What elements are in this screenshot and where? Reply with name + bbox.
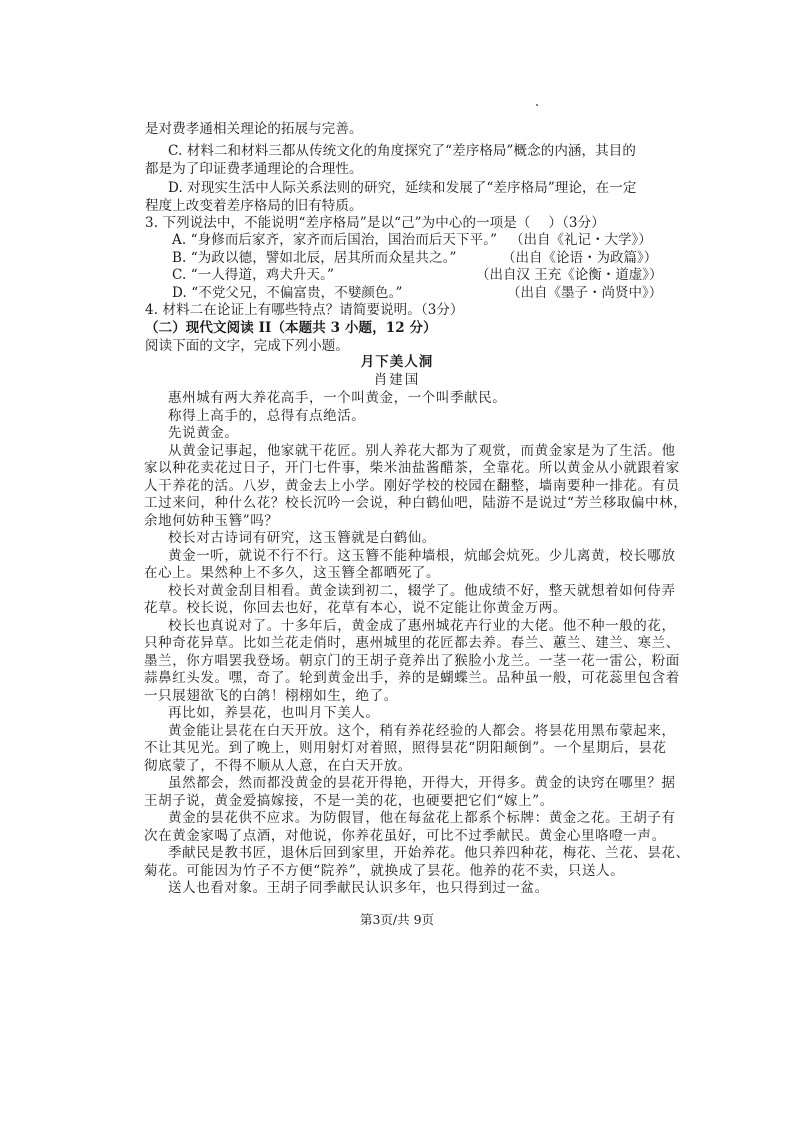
story-line: 人干养花的活。八岁，黄金去上小学。刚好学校的校园在翻整，墙南要种一排花。有员 [144,477,680,494]
page-number: 第3页/共 9页 [359,912,435,927]
question-3-option-d: D. “不党父兄，不偏富贵，不嬖颜色。” [172,285,403,301]
question-3-option-b-source: （出自《论语・为政篇》） [502,250,658,266]
paragraph-line: 是对费孝通相关理论的拓展与完善。 [145,121,363,137]
option-c-line: C. 材料二和材料三都从传统文化的角度探究了“差序格局”概念的内涵，其目的 [168,143,636,159]
question-3-option-b: B. “为政以德，譬如北辰，居其所而众星共之。” [172,250,457,266]
story-line: 花草。校长说，你回去也好，花草有本心，说不定能让你黄金万两。 [144,600,567,616]
story-line: 彻底蒙了，不得不顺从人意，在白天开放。 [144,757,412,774]
question-3-option-a: A. “身修而后家齐，家齐而后国治，国治而后天下平。” [172,232,498,248]
paragraph-line: 都是为了印证费孝通理论的合理性。 [145,161,363,177]
story-line: 黄金能让昙花在白天开放。这个，稍有养花经验的人都会。将昙花用黑布蒙起来， [168,722,676,739]
story-line: 王胡子说，黄金爱搞嫁接，不是一美的花，也硬要把它们“嫁上”。 [144,792,554,809]
paragraph-line: 程度上改变着差序格局的旧有特质。 [145,198,363,214]
story-line: 余地何妨种玉簪”吗？ [144,512,279,529]
story-line: 菊花。可能因为竹子不方便“院养”，就换成了昙花。他养的花不卖，只送人。 [144,862,625,879]
question-4-stem: 4. 材料二在论证上有哪些特点？请简要说明。（3分） [145,302,464,318]
story-title: 月下美人洞 [360,354,434,370]
section-heading: （二）现代文阅读 II（本题共 3 小题，12 分） [145,320,437,336]
section-instruction: 阅读下面的文字，完成下列小题。 [145,338,349,354]
story-line: 从黄金记事起，他家就干花匠。别人养花大都为了观赏，而黄金家是为了生活。他 [168,442,676,459]
story-line: 黄金一听，就说不行不行。这玉簪不能种墙根，炕邮会炕死。少儿离黄，校长哪放 [168,547,676,564]
story-line: 送人也看对象。王胡子同季献民认识多年，也只得到过一盆。 [168,880,549,896]
story-line: 先说黄金。 [168,425,239,441]
story-line: 墨兰，你方唱罢我登场。朝京门的王胡子竟养出了猴脸小龙兰。一茎一花一雷公，粉面 [144,652,680,669]
story-line: 工过来问，种什么花？校长沉吟一会说，种白鹤仙吧，陆游不是说过“芳兰移取偏中林， [144,495,688,511]
story-line: 校长也真说对了。十多年后，黄金成了惠州城花卉行业的大佬。他不种一般的花， [168,617,676,634]
story-line: 惠州城有两大养花高手，一个叫黄金，一个叫季献民。 [168,390,507,406]
question-3-option-c-source: （出自汉 王充《论衡・道虚》） [476,267,663,283]
scan-speck [536,104,538,106]
story-author: 肖建国 [373,372,421,388]
story-line: 只种奇花异草。比如兰花走俏时，惠州城里的花匠都去养。春兰、蕙兰、建兰、寒兰、 [144,635,680,651]
story-line: 蒜鼻红头发。嘿，奇了。轮到黄金出手，养的是蝴蝶兰。品种虽一般，可花蕊里包含着 [144,670,680,686]
question-3-option-c: C. “一人得道，鸡犬升天。” [172,267,334,283]
question-3-option-a-source: （出自《礼记・大学》） [510,232,652,248]
story-line: 黄金的昙花供不应求。为防假冒，他在每盆花上都系个标牌：黄金之花。王胡子有 [168,810,676,826]
story-line: 虽然都会，然而都没黄金的昙花开得艳，开得大，开得多。黄金的诀窍在哪里？据 [168,775,676,791]
question-3-option-d-source: （出自《墨子・尚贤中》） [507,285,663,301]
story-line: 家以种花卖花过日子，开门七件事，柴米油盐酱醋茶，全靠花。所以黄金从小就跟着家 [144,460,680,476]
story-line: 再比如，养昙花，也叫月下美人。 [168,705,380,721]
story-line: 称得上高手的，总得有点绝活。 [168,407,366,424]
story-line: 次在黄金家喝了点酒，对他说，你养花虽好，可比不过季献民。黄金心里咯噔一声。 [144,827,666,844]
question-3-stem: 3. 下列说法中，不能说明“差序格局”是以“己”为中心的一项是（ ）（3分） [145,215,605,231]
story-line: 校长对黄金刮目相看。黄金读到初二，辍学了。他成绩不好，整天就想着如何侍弄 [168,582,676,599]
story-line: 校长对古诗词有研究，这玉簪就是白鹤仙。 [168,530,436,546]
story-line: 一只展翅欲飞的白鸽！栩栩如生，绝了。 [144,687,398,704]
option-d-line: D. 对现实生活中人际关系法则的研究，延续和发展了“差序格局”理论，在一定 [168,180,637,196]
story-line: 不让其见光。到了晚上，则用射灯对着照，照得昙花“阴阳颠倒”。一个星期后，昙花 [144,740,667,756]
story-line: 季献民是教书匠，退休后回到家里，开始养花。他只养四种花，梅花、兰花、昙花、 [168,845,690,861]
story-line: 在心上。果然种上不多久，这玉簪全都晒死了。 [144,565,441,581]
